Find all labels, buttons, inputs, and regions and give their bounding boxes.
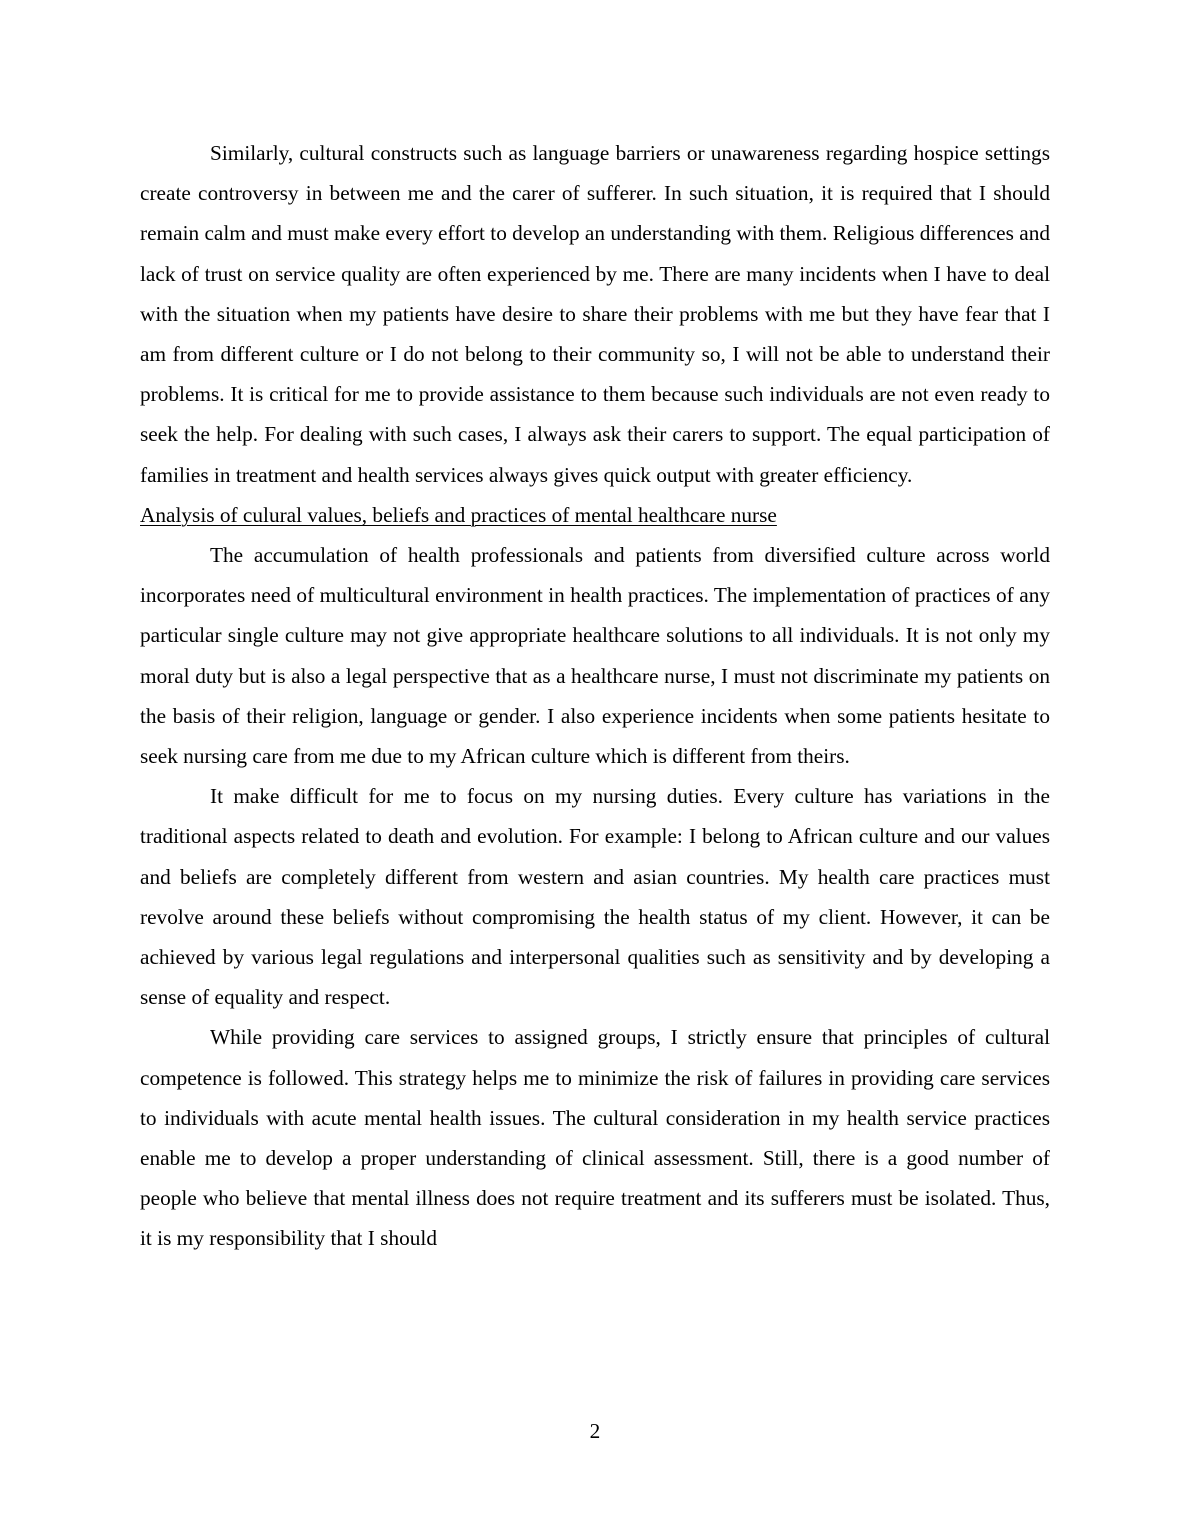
paragraph-nursing-duties: It make difficult for me to focus on my nursing duties. Every culture has variations in the traditional aspects related to death and evolution. For example: I belong to African culture and our values and beliefs are completely different from western and asian countries. My health care practices must revolve around these beliefs without compromising the health status of my client. However, it can be achieved by various legal regulations and interpersonal qualities such as sensitivity and by developing a sense of equality and respect. bbox=[140, 784, 1050, 1010]
paragraph-accumulation: The accumulation of health professionals and patients from diversified culture across world incorporates need of multicultural environment in health practices. The implementation of practices of any particular single culture may not give appropriate healthcare solutions to all individuals. It is not only my moral duty but is also a legal perspective that as a healthcare nurse, I must not discriminate my patients on the basis of their religion, language or gender. I also experience incidents when some patients hesitate to seek nursing care from me due to my African culture which is different from theirs. bbox=[140, 543, 1050, 769]
paragraph-care-services: While providing care services to assigned groups, I strictly ensure that principles of cultural competence is followed. This strategy helps me to minimize the risk of failures in providing care services to individuals with acute mental health issues. The cultural consideration in my health service practices enable me to develop a proper understanding of clinical assessment. Still, there is a good number of people who believe that mental illness does not require treatment and its sufferers must be isolated. Thus, it is my responsibility that I should bbox=[140, 1025, 1050, 1251]
paragraph-cultural-constructs: Similarly, cultural constructs such as language barriers or unawareness regarding hospice settings create controversy in between me and the carer of sufferer. In such situation, it is required that I should remain calm and must make every effort to develop an understanding with them. Religious differences and lack of trust on service quality are often experienced by me. There are many incidents when I have to deal with the situation when my patients have desire to share their problems with me but they have fear that I am from different culture or I do not belong to their community so, I will not be able to understand their problems. It is critical for me to provide assistance to them because such individuals are not even ready to seek the help. For dealing with such cases, I always ask their carers to support. The equal participation of families in treatment and health services always gives quick output with greater efficiency. bbox=[140, 141, 1050, 487]
page-body bbox=[140, 133, 1050, 1259]
section-heading: Analysis of culural values, beliefs and practices of mental healthcare nurse bbox=[140, 502, 777, 527]
page-number: 2 bbox=[589, 1419, 601, 1443]
